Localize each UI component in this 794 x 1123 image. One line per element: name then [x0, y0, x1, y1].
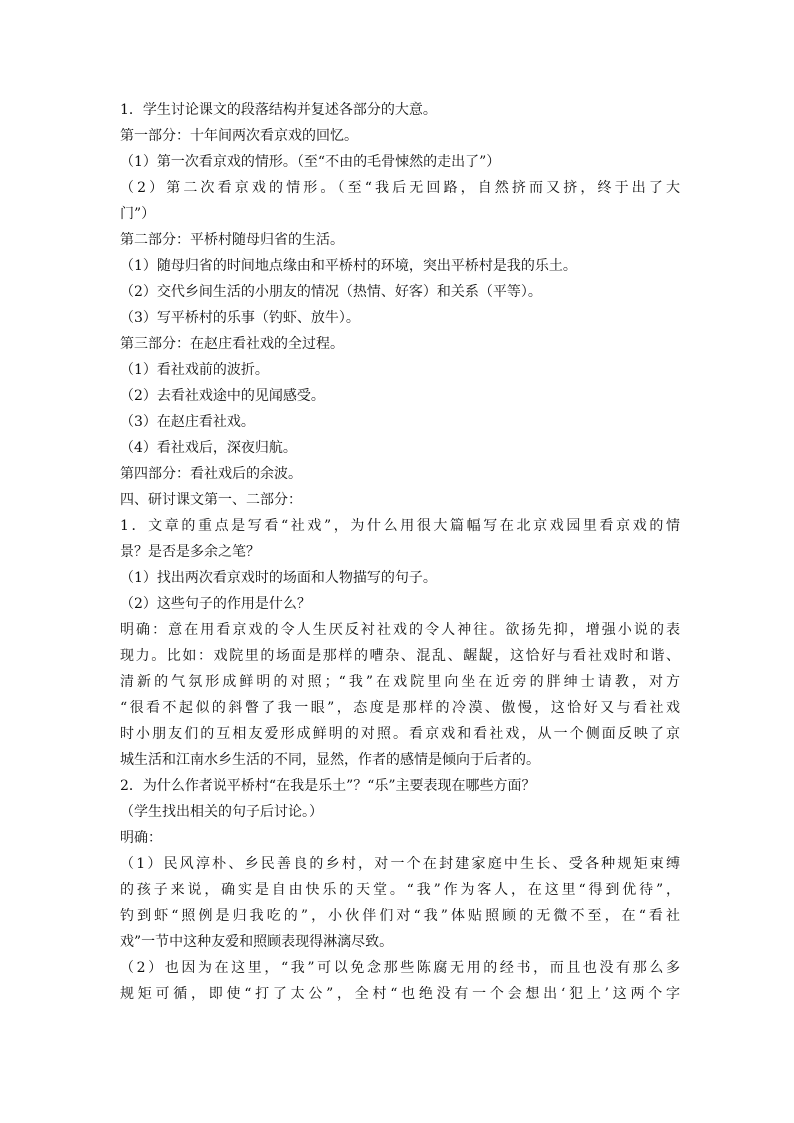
text-line: 钓到虾“照例是归我吃的”，小伙伴们对“我”体贴照顾的无微不至，在“看社	[120, 908, 680, 924]
text-line: （1）随母归省的时间地点缘由和平桥村的环境，突出平桥村是我的乐土。	[120, 258, 577, 274]
text-line: （2）这些句子的作用是什么？	[120, 596, 311, 612]
text-line: （1）第一次看京戏的情形。（至“不由的毛骨悚然的走出了”）	[120, 154, 501, 170]
text-line: 现力。比如：戏院里的场面是那样的嘈杂、混乱、龌龊，这恰好与看社戏时和谐、	[120, 648, 680, 664]
text-line: 明确：意在用看京戏的令人生厌反衬社戏的令人神往。欲扬先抑，增强小说的表	[120, 622, 680, 638]
text-line: 1．学生讨论课文的段落结构并复述各部分的大意。	[120, 102, 437, 118]
text-line: 景？是否是多余之笔？	[120, 544, 260, 560]
section-heading: 第三部分：在赵庄看社戏的全过程。	[120, 336, 344, 352]
text-line: （3）写平桥村的乐事（钓虾、放牛）。	[120, 310, 360, 326]
text-line: （4）看社戏后，深夜归航。	[120, 440, 297, 456]
text-line: （2）交代乡间生活的小朋友的情况（热情、好客）和关系（平等）。	[120, 284, 542, 300]
section-heading: 第二部分：平桥村随母归省的生活。	[120, 232, 344, 248]
text-line: （1）民风淳朴、乡民善良的乡村，对一个在封建家庭中生长、受各种规矩束缚	[120, 856, 680, 872]
text-line: 门”）	[120, 206, 156, 222]
text-line: 戏”一节中这种友爱和照顾表现得淋漓尽致。	[120, 934, 394, 950]
section-heading: 第一部分：十年间两次看京戏的回忆。	[120, 128, 358, 144]
text-line: 规矩可循，即使“打了太公”，全村“也绝没有一个会想出‘犯上’这两个字	[120, 986, 680, 1002]
document-body	[120, 97, 680, 1007]
section-heading: 第四部分：看社戏后的余波。	[120, 466, 302, 482]
text-line: （3）在赵庄看社戏。	[120, 414, 255, 430]
text-line: 的孩子来说，确实是自由快乐的天堂。“我”作为客人，在这里“得到优待”，	[120, 882, 680, 898]
section-heading: 四、研讨课文第一、二部分：	[120, 492, 302, 508]
text-line: 城生活和江南水乡生活的不同，显然，作者的感情是倾向于后者的。	[120, 752, 540, 768]
text-line: （2）去看社戏途中的见闻感受。	[120, 388, 325, 404]
text-line: “很看不起似的斜瞥了我一眼”，态度是那样的冷漠、傲慢，这恰好又与看社戏	[120, 700, 680, 716]
text-line: （1）找出两次看京戏时的场面和人物描写的句子。	[120, 570, 437, 586]
text-line: （2）第二次看京戏的情形。（至“我后无回路，自然挤而又挤，终于出了大	[120, 180, 680, 196]
text-line: （学生找出相关的句子后讨论。）	[120, 804, 323, 820]
text-line: 2．为什么作者说平桥村“在我是乐土”？“乐”主要表现在哪些方面？	[120, 778, 536, 794]
text-line: 清新的气氛形成鲜明的对照；“我”在戏院里向坐在近旁的胖绅士请教，对方	[120, 674, 680, 690]
text-line: 明确：	[120, 830, 162, 846]
text-line: （1）看社戏前的波折。	[120, 362, 269, 378]
text-line: 时小朋友们的互相友爱形成鲜明的对照。看京戏和看社戏，从一个侧面反映了京	[120, 726, 680, 742]
text-line: （2）也因为在这里，“我”可以免念那些陈腐无用的经书，而且也没有那么多	[120, 960, 680, 976]
text-line: 1．文章的重点是写看“社戏”，为什么用很大篇幅写在北京戏园里看京戏的情	[120, 518, 680, 534]
